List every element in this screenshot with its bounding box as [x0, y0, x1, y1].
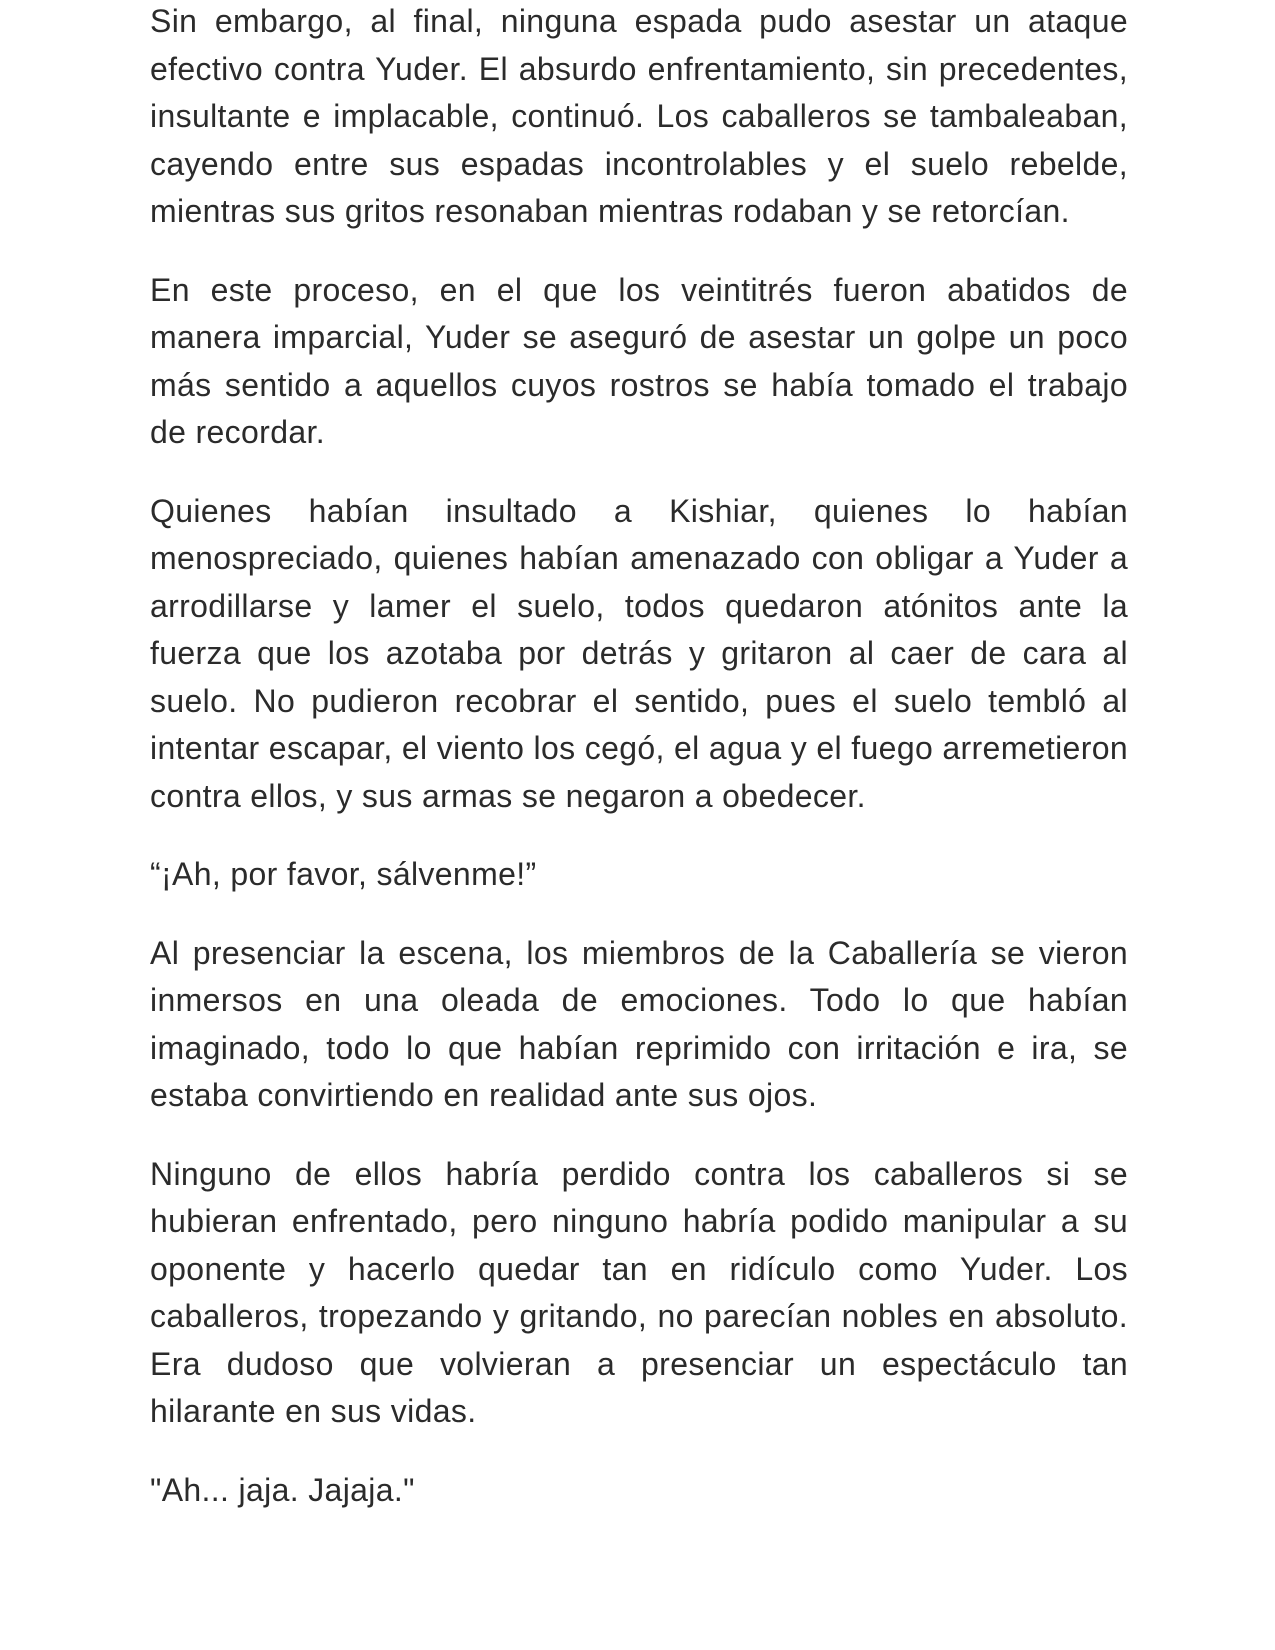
text-body: [150, 0, 1128, 1545]
dialogue-line: “¡Ah, por favor, sálvenme!”: [150, 856, 537, 892]
dialogue-line: "Ah... jaja. Jajaja.": [150, 1471, 415, 1508]
paragraph: Ninguno de ellos habría perdido contra los caballeros si se hubieran enfrentado, pero ninguno habría podido manipular a su oponente y hacerlo quedar tan en ridículo como Yuder. Los caballeros, tropezando y gritando, no parecían nobles en absoluto. Era dudoso que volvieran a presenciar un espectáculo tan hilarante en sus vidas.: [150, 1155, 1128, 1429]
paragraph: En este proceso, en el que los veintitrés fueron abatidos de manera imparcial, Yuder se aseguró de asestar un golpe un poco más sentido a aquellos cuyos rostros se había tomado el trabajo de recordar.: [150, 271, 1128, 450]
paragraph: Quienes habían insultado a Kishiar, quienes lo habían menospreciado, quienes habían amenazado con obligar a Yuder a arrodillarse y lamer el suelo, todos quedaron atónitos ante la fuerza que los azotaba por detrás y gritaron al caer de cara al suelo. No pudieron recobrar el sentido, pues el suelo tembló al intentar escapar, el viento los cegó, el agua y el fuego arremetieron contra ellos, y sus armas se negaron a obedecer.: [150, 492, 1128, 814]
paragraph: Al presenciar la escena, los miembros de la Caballería se vieron inmersos en una oleada de emociones. Todo lo que habían imaginado, todo lo que habían reprimido con irritación e ira, se estaba convirtiendo en realidad ante sus ojos.: [150, 934, 1128, 1113]
paragraph: Sin embargo, al final, ninguna espada pudo asestar un ataque efectivo contra Yuder. El absurdo enfrentamiento, sin precedentes, insultante e implacable, continuó. Los caballeros se tambaleaban, cayendo entre sus espadas incontrolables y el suelo rebelde, mientras sus gritos resonaban mientras rodaban y se retorcían.: [150, 3, 1128, 229]
